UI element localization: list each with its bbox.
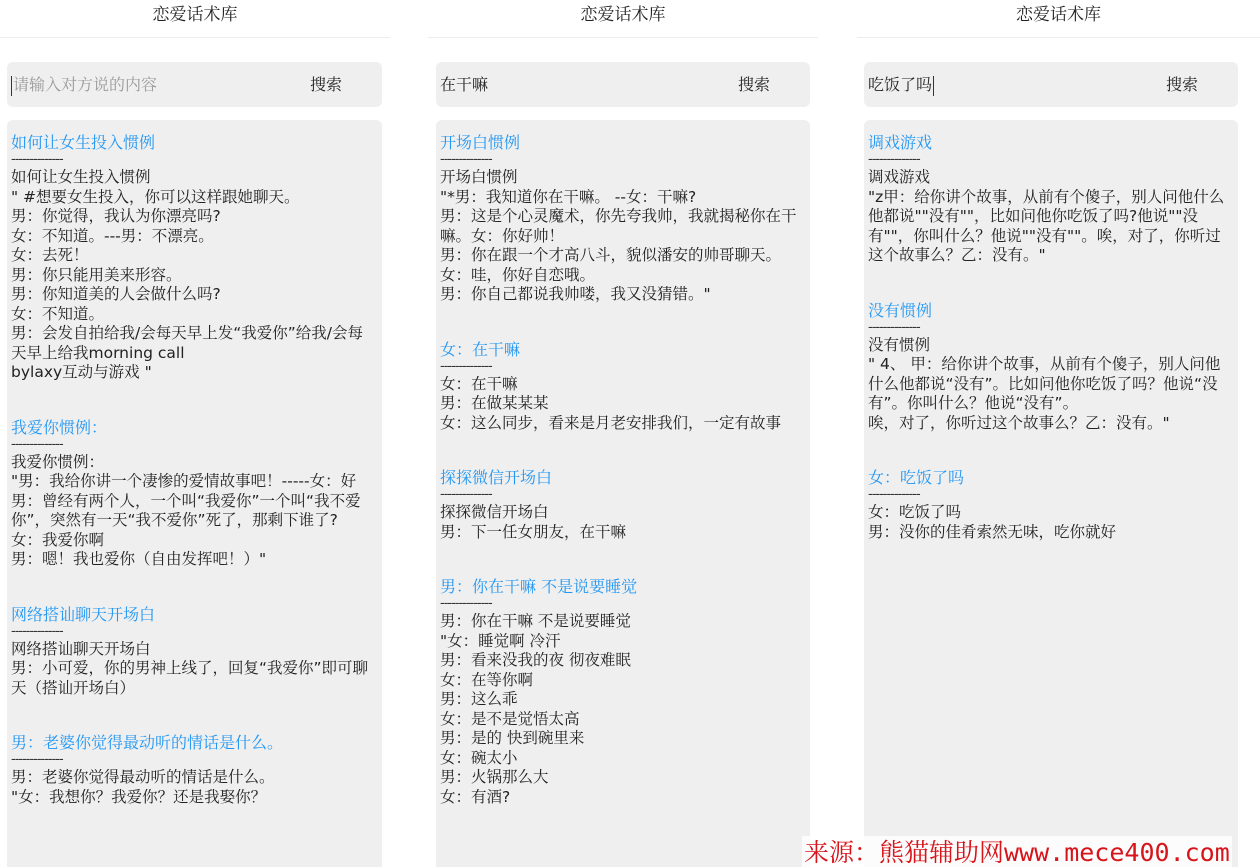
result-text-line: 调戏游戏 xyxy=(868,168,931,186)
result-text-line: 唉，对了，你听过这个故事么？乙：没有。" xyxy=(868,413,1170,432)
result-text-line: 女：吃饭了吗 xyxy=(868,503,962,521)
result-text-line: 男：你在干嘛 不是说要睡觉 xyxy=(440,612,631,630)
result-entry[interactable] xyxy=(440,132,806,305)
result-entry[interactable] xyxy=(11,417,378,570)
search-placeholder: 请输入对方说的内容 xyxy=(13,75,158,94)
result-text-line: 女：有酒? xyxy=(440,787,511,806)
result-text-line: 男：你自己都说我帅喽，我又没猜错。" xyxy=(440,285,711,303)
result-text-line: 女：是不是觉悟太高 xyxy=(440,709,580,728)
result-text-line: 女：碗太小 xyxy=(440,748,518,767)
result-text-line: "女：我想你？我爱你？还是我娶你？ xyxy=(11,787,267,806)
result-entry[interactable] xyxy=(440,467,806,542)
result-text-line: 男：你知道美的人会做什么吗? xyxy=(11,285,221,303)
search-input-value: 吃饭了吗 xyxy=(868,75,933,94)
result-separator: -------------- xyxy=(868,154,920,167)
result-text-line: " 4、 甲：给你讲个故事，从前有个傻子，别人问他什么他都说“没有”。比如问他你吃饭了吗？他说“没有”。你叫什么？他说“没有”。 xyxy=(868,355,1221,412)
result-entry[interactable] xyxy=(11,132,378,383)
result-text-line: 男：在做某某某 xyxy=(440,394,549,412)
result-text-line: 男：下一任女朋友，在干嘛 xyxy=(440,522,627,541)
result-text-line: 女：在等你啊 xyxy=(440,670,534,689)
result-text-line: 女：我爱你啊 xyxy=(11,530,105,549)
text-caret xyxy=(11,76,12,96)
result-text-line: 男：你觉得，我认为你漂亮吗? xyxy=(11,207,221,225)
app-panel-3 xyxy=(857,0,1260,867)
result-text-line: 男：火锅那么大 xyxy=(440,768,549,786)
result-entry[interactable] xyxy=(440,576,806,807)
source-watermark: 来源：熊猫辅助网www.mece400.com xyxy=(802,836,1232,867)
app-title-bar xyxy=(0,0,390,38)
result-separator: -------------- xyxy=(11,438,63,452)
result-text-line: 男：你在跟一个才高八斗，貌似潘安的帅哥聊天。 xyxy=(440,246,782,264)
result-separator: -------------- xyxy=(868,321,920,335)
result-separator: -------------- xyxy=(440,360,492,374)
search-bar xyxy=(436,62,810,107)
result-text-line: 男：没你的佳肴索然无味，吃你就好 xyxy=(868,522,1117,541)
result-text-line: 没有惯例 xyxy=(868,335,931,354)
app-title: 恋爱话术库 xyxy=(152,5,238,25)
result-entry[interactable] xyxy=(440,339,806,434)
result-title[interactable]: 没有惯例 xyxy=(868,300,933,320)
results-list[interactable] xyxy=(436,120,810,867)
result-text-line: 女：这么同步，看来是月老安排我们，一定有故事 xyxy=(440,413,782,432)
result-text-line: 男：嗯！我也爱你（自由发挥吧！）" xyxy=(11,550,267,568)
search-button[interactable]: 搜索 xyxy=(1165,75,1198,94)
search-bar xyxy=(864,62,1238,107)
search-input[interactable] xyxy=(11,62,157,107)
result-entry[interactable] xyxy=(868,132,1234,266)
app-title: 恋爱话术库 xyxy=(1016,5,1101,25)
result-text-line: 我爱你惯例： xyxy=(11,452,105,471)
result-text-line: 男：会发自拍给我/会每天早上发“我爱你”给我/会每天早上给我morning call xyxy=(11,324,364,362)
result-title[interactable]: 网络搭讪聊天开场白 xyxy=(11,604,156,624)
result-text-line: 男：你只能用美来形容。 xyxy=(11,265,182,284)
result-text-line: "z甲：给你讲个故事，从前有个傻子，别人问他什么他都说""没有""，比如问他你吃饭了吗?他说""没有""，你叫什么？他说""没有""。唉，对了，你听过这个故事么？乙：没有。" xyxy=(868,187,1225,264)
app-title: 恋爱话术库 xyxy=(580,5,666,25)
text-caret xyxy=(933,76,934,96)
result-text-line: bylaxy互动与游戏 " xyxy=(11,363,152,381)
search-input[interactable] xyxy=(440,62,488,107)
result-title[interactable]: 男：老婆你觉得最动听的情话是什么。 xyxy=(11,733,284,752)
result-separator: -------------- xyxy=(440,489,492,502)
search-input-value: 在干嘛 xyxy=(440,75,489,94)
results-list[interactable] xyxy=(7,120,382,867)
result-text-line: 男：这是个心灵魔术，你先夸我帅，我就揭秘你在干嘛。女：你好帅！ xyxy=(440,207,797,245)
result-title[interactable]: 如何让女生投入惯例 xyxy=(11,133,156,152)
search-button[interactable]: 搜索 xyxy=(309,75,342,94)
result-title[interactable]: 女：吃饭了吗 xyxy=(868,468,965,487)
result-separator: -------------- xyxy=(11,154,63,167)
result-text-line: " #想要女生投入，你可以这样跟她聊天。 xyxy=(11,187,300,206)
result-text-line: 男：曾经有两个人，一个叫“我爱你”一个叫“我不爱你”，突然有一天“我不爱你”死了，那剩下谁了? xyxy=(11,491,361,529)
result-separator: -------------- xyxy=(11,754,63,767)
result-title[interactable]: 我爱你惯例： xyxy=(11,417,108,437)
result-text-line: 如何让女生投入惯例 xyxy=(11,168,151,186)
result-text-line: 探探微信开场白 xyxy=(440,503,549,521)
result-text-line: 男：老婆你觉得最动听的情话是什么。 xyxy=(11,768,275,786)
result-entry[interactable] xyxy=(11,732,378,807)
app-panel-1 xyxy=(0,0,390,867)
result-text-line: 男：看来没我的夜 彻夜难眠 xyxy=(440,651,631,669)
result-text-line: 开场白惯例 xyxy=(440,168,518,186)
result-text-line: 女：哇，你好自恋哦。 xyxy=(440,265,596,284)
result-text-line: 男：是的 快到碗里来 xyxy=(440,729,585,747)
result-text-line: 女：去死！ xyxy=(11,246,89,264)
result-separator: -------------- xyxy=(11,625,63,639)
result-text-line: "男：我给你讲一个凄惨的爱情故事吧！-----女：好 xyxy=(11,472,357,490)
result-entry[interactable] xyxy=(868,300,1234,434)
result-separator: -------------- xyxy=(868,489,920,502)
result-text-line: "女：睡觉啊 冷汗 xyxy=(440,631,561,650)
result-title[interactable]: 探探微信开场白 xyxy=(440,468,553,487)
result-text-line: 男：小可爱，你的男神上线了，回复“我爱你”即可聊天（搭讪开场白） xyxy=(11,659,369,697)
app-title-bar xyxy=(428,0,818,38)
app-panel-2 xyxy=(428,0,818,867)
search-button[interactable]: 搜索 xyxy=(737,75,770,94)
result-title[interactable]: 调戏游戏 xyxy=(868,133,933,152)
result-separator: -------------- xyxy=(440,598,492,611)
result-text-line: 女：不知道。---男：不漂亮。 xyxy=(11,226,214,245)
result-text-line: 网络搭讪聊天开场白 xyxy=(11,639,151,658)
search-input[interactable] xyxy=(868,62,934,107)
result-entry[interactable] xyxy=(868,467,1234,542)
result-text-line: 男：这么乖 xyxy=(440,690,518,708)
result-title[interactable]: 开场白惯例 xyxy=(440,133,521,152)
result-text-line: 女：不知道。 xyxy=(11,304,105,323)
result-text-line: "*男：我知道你在干嘛。 --女：干嘛? xyxy=(440,187,697,206)
results-list[interactable] xyxy=(864,120,1238,867)
result-entry[interactable] xyxy=(11,604,378,699)
search-bar xyxy=(7,62,382,107)
app-title-bar xyxy=(857,0,1260,38)
result-title[interactable]: 女：在干嘛 xyxy=(440,339,521,359)
result-text-line: 女：在干嘛 xyxy=(440,374,518,393)
result-title[interactable]: 男：你在干嘛 不是说要睡觉 xyxy=(440,577,638,596)
result-separator: -------------- xyxy=(440,154,492,167)
